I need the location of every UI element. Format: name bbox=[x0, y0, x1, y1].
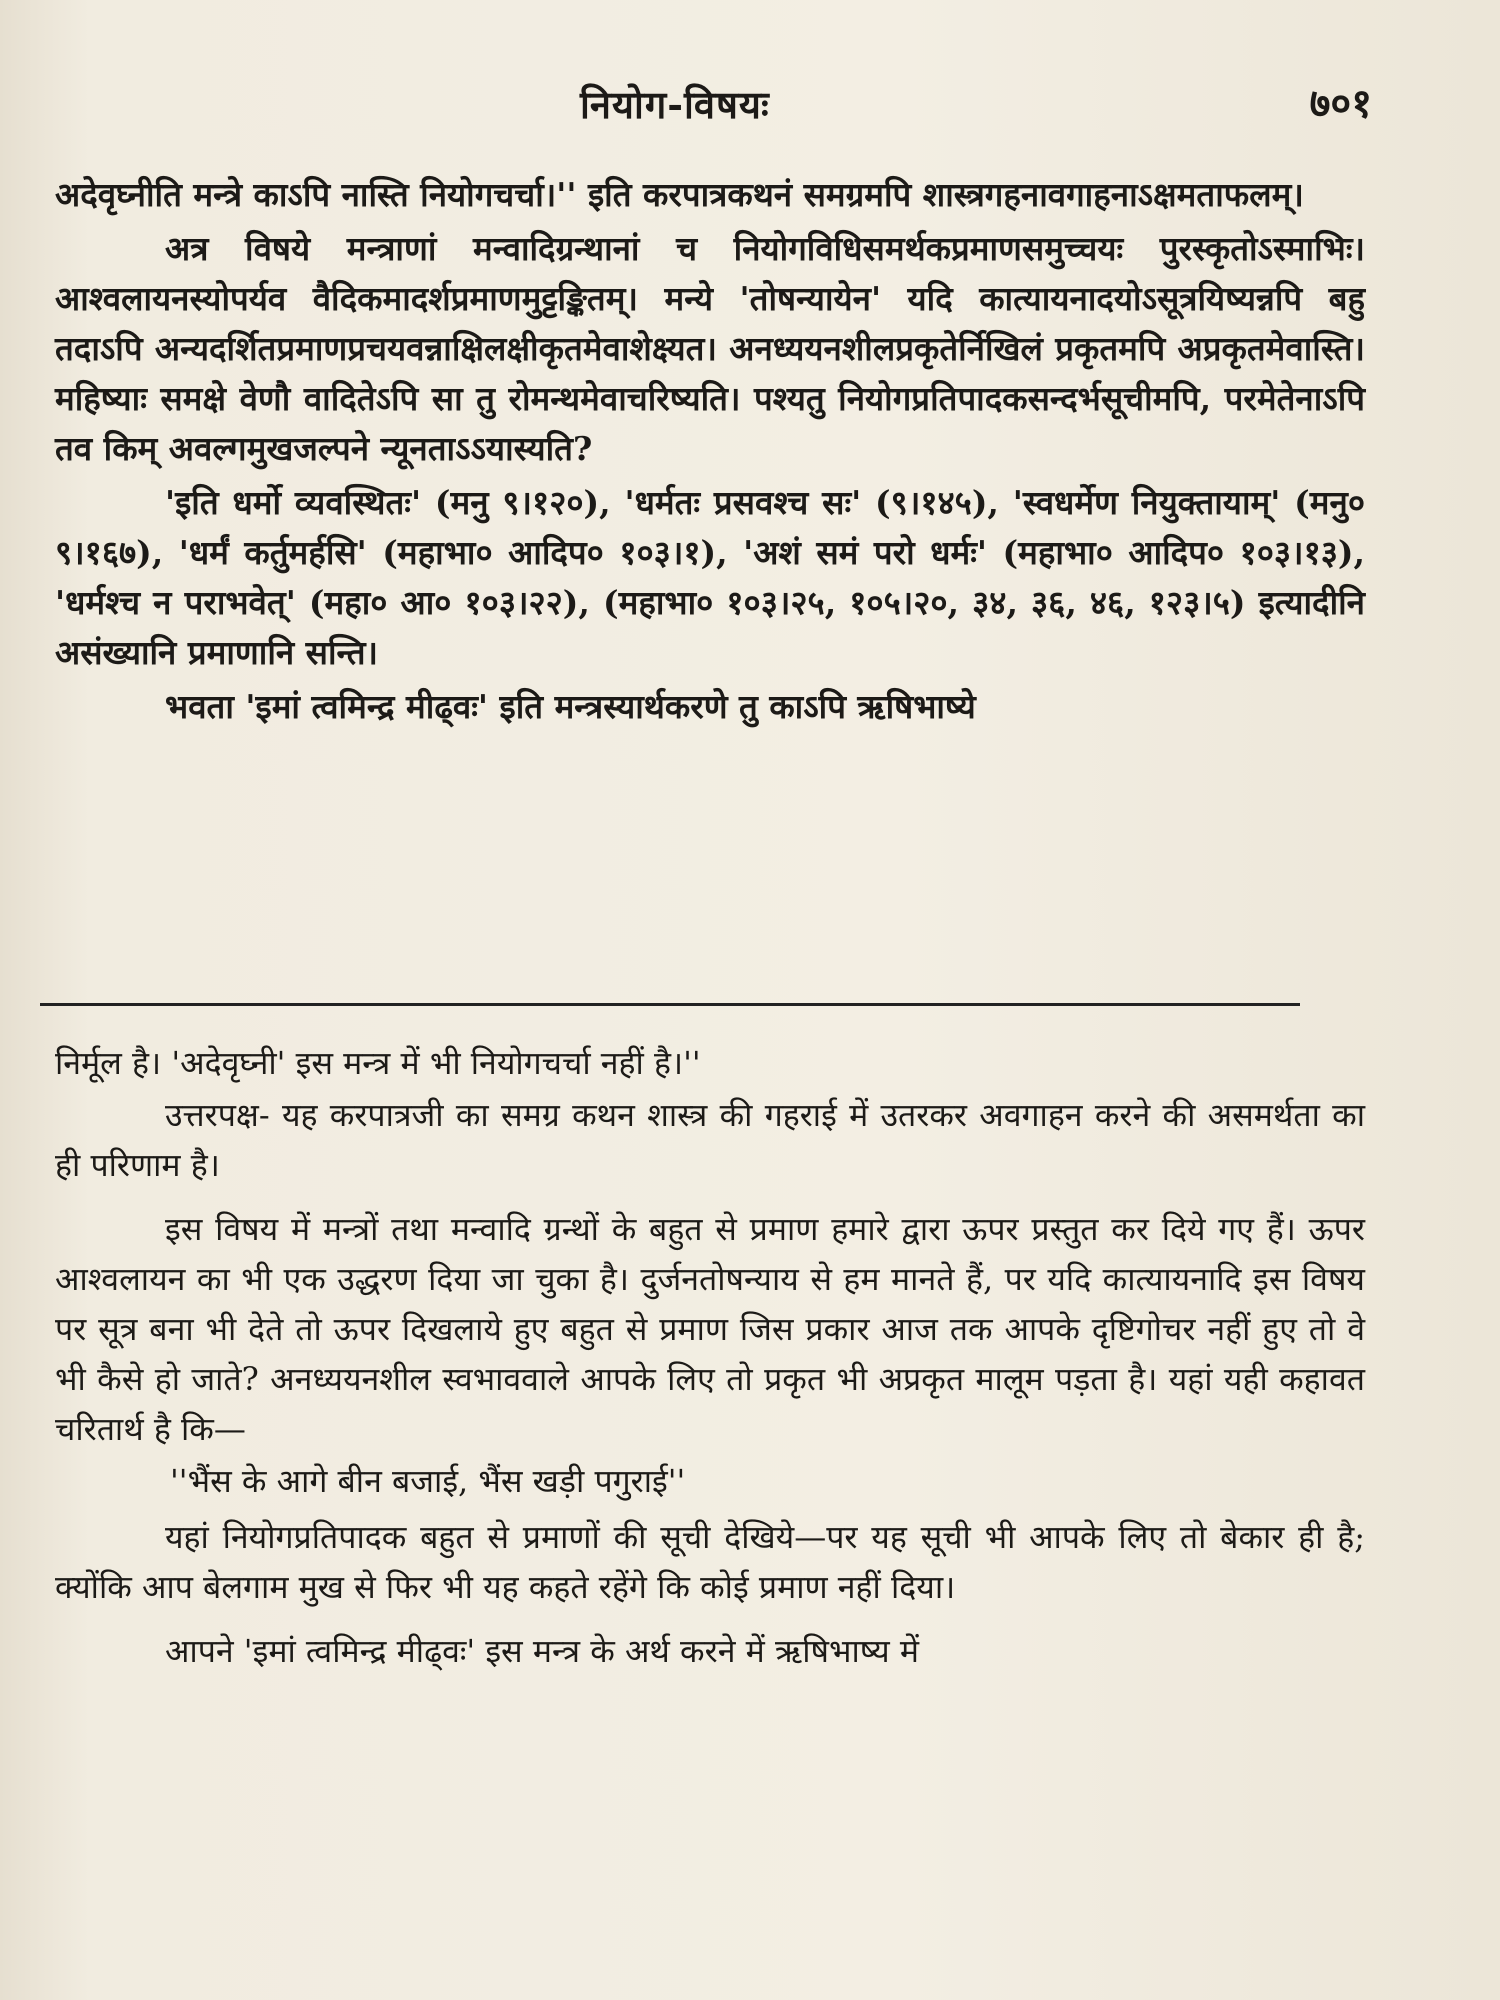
page-number: ७०१ bbox=[1309, 80, 1372, 127]
sanskrit-text-block bbox=[55, 170, 1365, 736]
sanskrit-paragraph-3: 'इति धर्मो व्यवस्थितः' (मनु ९।१२०), 'धर्मतः प्रसवश्च सः' (९।१४५), 'स्वधर्मेण नियुक्तायाम्' (मनु० ९।१६७), 'धर्मं कर्तुमर्हसि' (महाभा० आदिप० १०३।१), 'अशं समं परो धर्मः' (महाभा० आदिप० १०३।१३), 'धर्मश्च न पराभवेत्' (महा० आ० १०३।२२), (महाभा० १०३।२५, १०५।२०, ३४, ३६, ४६, १२३।५) इत्यादीनि असंख्यानि प्रमाणानि सन्ति। bbox=[55, 483, 1365, 672]
sanskrit-paragraph-4: भवता 'इमां त्वमिन्द्र मीढ्वः' इति मन्त्रस्यार्थकरणे तु काऽपि ऋषिभाष्ये bbox=[165, 687, 976, 726]
sanskrit-paragraph-2: अत्र विषये मन्त्राणां मन्वादिग्रन्थानां च नियोगविधिसमर्थकप्रमाणसमुच्चयः पुरस्कृतोऽस्माभिः। आश्वलायनस्योपर्यव वैदिकमादर्शप्रमाणमुट्टङ्कितम्। मन्ये 'तोषन्यायेन' यदि कात्यायनादयोऽसूत्रयिष्यन्नपि बहु तदाऽपि अन्यदर्शितप्रमाणप्रचयवन्नाक्षिलक्षीकृतमेवाशेक्ष्यत। अनध्ययनशीलप्रकृतेर्निखिलं प्रकृतमपि अप्रकृतमेवास्ति। महिष्याः समक्षे वेणौ वादितेऽपि सा तु रोमन्थमेवाचरिष्यति। पश्यतु नियोगप्रतिपादकसन्दर्भसूचीमपि, परमेतेनाऽपि तव किम् अवल्गमुखजल्पने न्यूनताऽऽयास्यति? bbox=[55, 229, 1365, 468]
hindi-paragraph-5: आपने 'इमां त्वमिन्द्र मीढ्वः' इस मन्त्र के अर्थ करने में ऋषिभाष्य में bbox=[165, 1632, 920, 1670]
hindi-paragraph-4: यहां नियोगप्रतिपादक बहुत से प्रमाणों की सूची देखिये—पर यह सूची भी आपके लिए तो बेकार ही है; क्योंकि आप बेलगाम मुख से फिर भी यह कहते रहेंगे कि कोई प्रमाण नहीं दिया। bbox=[55, 1518, 1365, 1606]
proverb-quote: ''भैंस के आगे बीन बजाई, भैंस खड़ी पगुराई'' bbox=[170, 1462, 686, 1500]
hindi-paragraph-2: उत्तरपक्ष- यह करपात्रजी का समग्र कथन शास्त्र की गहराई में उतरकर अवगाहन करने की असमर्थता का ही परिणाम है। bbox=[55, 1096, 1365, 1184]
hindi-paragraph-1: निर्मूल है। 'अदेवृघ्नी' इस मन्त्र में भी नियोगचर्चा नहीं है।'' bbox=[55, 1044, 701, 1082]
section-divider bbox=[40, 1003, 1300, 1006]
sanskrit-paragraph-1: अदेवृघ्नीति मन्त्रे काऽपि नास्ति नियोगचर्चा।'' इति करपात्रकथनं समग्रमपि शास्त्रगहनावगाहनाऽक्षमताफलम्। bbox=[55, 175, 1304, 214]
page-title: नियोग-विषयः bbox=[580, 82, 770, 127]
page-header bbox=[0, 78, 1500, 128]
hindi-paragraph-3: इस विषय में मन्त्रों तथा मन्वादि ग्रन्थों के बहुत से प्रमाण हमारे द्वारा ऊपर प्रस्तुत कर दिये गए हैं। ऊपर आश्वलायन का भी एक उद्धरण दिया जा चुका है। दुर्जनतोषन्याय से हम मानते हैं, पर यदि कात्यायनादि इस विषय पर सूत्र बना भी देते तो ऊपर दिखलाये हुए बहुत से प्रमाण जिस प्रकार आज तक आपके दृष्टिगोचर नहीं हुए तो वे भी कैसे हो जाते? अनध्ययनशील स्वभाववाले आपके लिए तो प्रकृत भी अप्रकृत मालूम पड़ता है। यहां यही कहावत चरितार्थ है कि— bbox=[55, 1210, 1365, 1448]
hindi-text-block bbox=[55, 1038, 1365, 1690]
